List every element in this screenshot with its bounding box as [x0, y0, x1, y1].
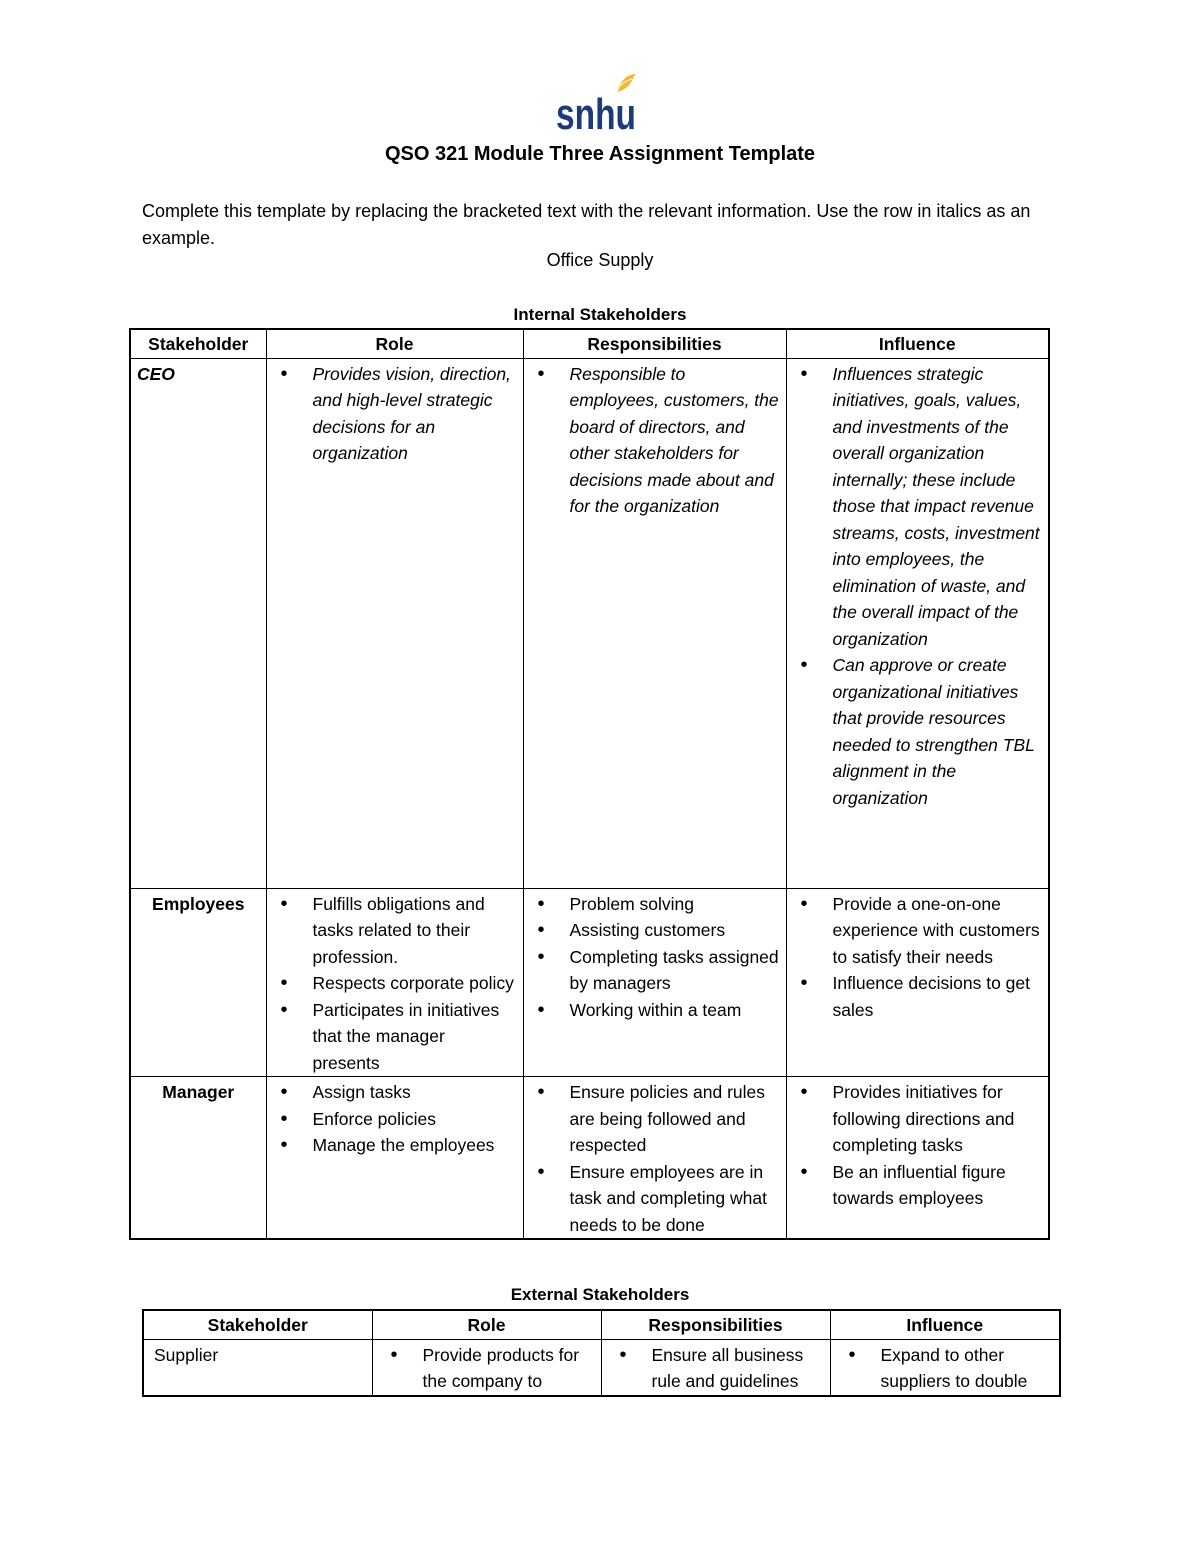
- instructions-text: Complete this template by replacing the bracketed text with the relevant information. Use the row in italics as an example.: [142, 201, 1031, 248]
- influence-cell: [830, 1339, 1060, 1396]
- list-item: • Be an influential figure towards employees: [793, 1159, 1043, 1212]
- external-stakeholders-heading: External Stakeholders: [510, 1285, 690, 1304]
- influence-cell: [786, 1077, 1049, 1240]
- page-title: QSO 321 Module Three Assignment Template: [384, 143, 816, 165]
- stakeholder-cell: Manager: [130, 1077, 266, 1240]
- logo-wordmark: snhu: [556, 90, 636, 139]
- list-item: • Fulfills obligations and tasks related to their profession.: [273, 891, 517, 971]
- header-responsibilities: Responsibilities: [523, 329, 786, 358]
- header-role: Role: [372, 1310, 601, 1339]
- list-item: • Enforce policies: [273, 1106, 517, 1133]
- snhu-logo: [556, 72, 642, 139]
- header-responsibilities: Responsibilities: [601, 1310, 830, 1339]
- list-item: • Ensure policies and rules are being followed and respected: [530, 1079, 780, 1159]
- role-cell: [372, 1339, 601, 1396]
- table-header-row: [143, 1310, 1060, 1339]
- list-item: • Influences strategic initiatives, goals, values, and investments of the overall organization internally; these include those that impact revenue streams, costs, investment into employees, the elimination of waste, and the overall impact of the organization: [793, 361, 1043, 653]
- header-role: Role: [266, 329, 523, 358]
- role-cell: [266, 888, 523, 1077]
- list-item: • Ensure all business rule and guidelines: [612, 1342, 824, 1395]
- influence-cell: [786, 358, 1049, 888]
- table-row: [130, 1077, 1049, 1240]
- company-name: Office Supply: [546, 250, 654, 270]
- list-item: • Provide a one-on-one experience with customers to satisfy their needs: [793, 891, 1043, 971]
- stakeholder-cell: CEO: [130, 358, 266, 888]
- list-item: • Responsible to employees, customers, the board of directors, and other stakeholders for decisions made about and for the organization: [530, 361, 780, 520]
- snhu-logo-mark: [556, 72, 642, 139]
- external-stakeholders-table: [142, 1309, 1061, 1397]
- influence-cell: [786, 888, 1049, 1077]
- list-item: • Problem solving: [530, 891, 780, 918]
- internal-stakeholders-heading: Internal Stakeholders: [513, 305, 687, 324]
- list-item: • Assign tasks: [273, 1079, 517, 1106]
- header-stakeholder: Stakeholder: [130, 329, 266, 358]
- header-influence: Influence: [786, 329, 1049, 358]
- responsibilities-cell: [601, 1339, 830, 1396]
- list-item: • Completing tasks assigned by managers: [530, 944, 780, 997]
- table-row: [143, 1339, 1060, 1396]
- list-item: • Expand to other suppliers to double: [841, 1342, 1054, 1395]
- list-item: • Participates in initiatives that the manager presents: [273, 997, 517, 1077]
- list-item: • Working within a team: [530, 997, 780, 1024]
- table-header-row: [130, 329, 1049, 358]
- internal-stakeholders-table: [129, 328, 1050, 1240]
- role-cell: [266, 358, 523, 888]
- list-item: • Provides initiatives for following directions and completing tasks: [793, 1079, 1043, 1159]
- list-item: • Respects corporate policy: [273, 970, 517, 997]
- table-row: [130, 888, 1049, 1077]
- list-item: • Influence decisions to get sales: [793, 970, 1043, 1023]
- list-item: • Provide products for the company to: [383, 1342, 595, 1395]
- stakeholder-cell: Employees: [130, 888, 266, 1077]
- header-influence: Influence: [830, 1310, 1060, 1339]
- table-row: [130, 358, 1049, 888]
- header-stakeholder: Stakeholder: [143, 1310, 372, 1339]
- stakeholder-cell: Supplier: [143, 1339, 372, 1396]
- list-item: • Can approve or create organizational initiatives that provide resources needed to strengthen TBL alignment in the organization: [793, 652, 1043, 811]
- list-item: • Provides vision, direction, and high-level strategic decisions for an organization: [273, 361, 517, 467]
- responsibilities-cell: [523, 358, 786, 888]
- responsibilities-cell: [523, 888, 786, 1077]
- list-item: • Ensure employees are in task and completing what needs to be done: [530, 1159, 780, 1239]
- list-item: • Assisting customers: [530, 917, 780, 944]
- list-item: • Manage the employees: [273, 1132, 517, 1159]
- role-cell: [266, 1077, 523, 1240]
- responsibilities-cell: [523, 1077, 786, 1240]
